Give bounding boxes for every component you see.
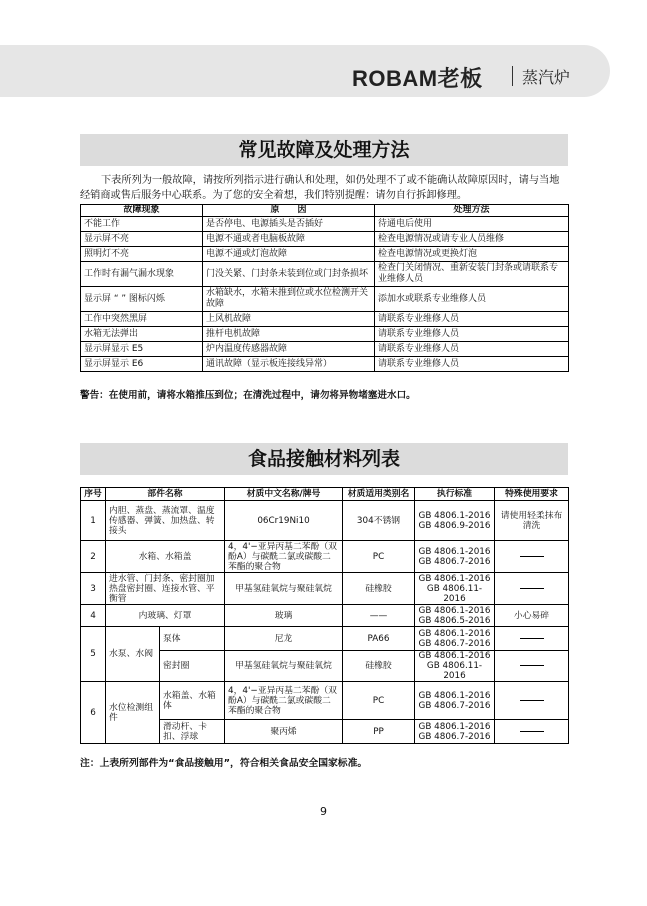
standard: GB 4806.1-2016 GB 4806.11-2016 <box>415 573 495 605</box>
table-row <box>81 287 569 312</box>
part-name: 进水管、门封条、密封圈加热盘密封圈、连接水管、平衡管 <box>106 573 225 605</box>
material-name: 4，4'−亚异丙基二苯酚（双酚A）与碳酰二氯或碳酸二苯酯的聚合物 <box>225 541 343 573</box>
table-row <box>81 357 569 372</box>
dash-mark <box>520 556 544 557</box>
group-name: 水位检测组件 <box>106 682 160 744</box>
col-header: 特殊使用要求 <box>495 488 569 501</box>
solution-cell: 请联系专业维修人员 <box>375 327 569 342</box>
cause-cell: 电源不通或者电脑板故障 <box>203 232 375 247</box>
table-row <box>81 217 569 232</box>
symptom-cell: 工作中突然黑屏 <box>81 312 203 327</box>
table-row <box>81 247 569 262</box>
standard: GB 4806.1-2016 GB 4806.11-2016 <box>415 651 495 682</box>
solution-cell: 检查电源情况或更换灯泡 <box>375 247 569 262</box>
part-name: 泵体 <box>160 627 225 651</box>
solution-cell: 待通电后使用 <box>375 217 569 232</box>
table-row <box>81 312 569 327</box>
warning-text: 警告：在使用前，请将水箱推压到位；在清洗过程中，请勿将异物堵塞进水口。 <box>80 390 416 401</box>
col-header: 序号 <box>81 488 106 501</box>
standard: GB 4806.1-2016 GB 4806.7-2016 <box>415 541 495 573</box>
row-number: 3 <box>81 573 106 605</box>
table-row <box>81 232 569 247</box>
brand-logo: ROBAM老板 <box>352 66 483 91</box>
symptom-cell: 显示屏显示 E5 <box>81 342 203 357</box>
table-row <box>81 262 569 287</box>
table-row <box>81 605 569 627</box>
group-name: 水泵、水阀 <box>106 627 160 682</box>
col-header: 原 因 <box>203 205 375 217</box>
table-row <box>81 541 569 573</box>
special-requirement <box>495 682 569 720</box>
special-requirement <box>495 573 569 605</box>
material-category: PC <box>343 541 415 573</box>
dash-mark <box>520 731 544 732</box>
solution-cell: 请联系专业维修人员 <box>375 312 569 327</box>
part-name: 密封圈 <box>160 651 225 682</box>
col-header: 材质中文名称/牌号 <box>225 488 343 501</box>
part-name: 内玻璃、灯罩 <box>106 605 225 627</box>
table-row <box>81 342 569 357</box>
material-category: PP <box>343 720 415 744</box>
material-category: PA66 <box>343 627 415 651</box>
material-category: PC <box>343 682 415 720</box>
cause-cell: 上风机故障 <box>203 312 375 327</box>
dash-mark <box>520 665 544 666</box>
cause-cell: 是否停电、电源插头是否插好 <box>203 217 375 232</box>
material-name: 玻璃 <box>225 605 343 627</box>
table-row <box>81 573 569 605</box>
material-category: 硅橡胶 <box>343 573 415 605</box>
row-number: 6 <box>81 682 106 744</box>
materials-section-title: 食品接触材料列表 <box>80 443 568 475</box>
material-name: 聚丙烯 <box>225 720 343 744</box>
table-header-row <box>81 488 569 501</box>
fault-table <box>80 204 569 372</box>
dash-mark <box>520 588 544 589</box>
row-number: 1 <box>81 501 106 541</box>
symptom-cell: 显示屏显示 E6 <box>81 357 203 372</box>
page-number: 9 <box>320 805 327 818</box>
col-header: 材质适用类别名 <box>343 488 415 501</box>
cause-cell: 推杆电机故障 <box>203 327 375 342</box>
materials-table <box>80 487 569 744</box>
cause-cell: 水箱缺水，水箱未推到位或水位检测开关故障 <box>203 287 375 312</box>
part-name: 内胆、蒸盘、蒸流罩、温度传感器、弹簧、加热盘、转接头 <box>106 501 225 541</box>
product-name: 蒸汽炉 <box>522 68 571 87</box>
special-requirement <box>495 627 569 651</box>
cause-cell: 电源不通或灯泡故障 <box>203 247 375 262</box>
cause-cell: 通讯故障（显示板连接线异常） <box>203 357 375 372</box>
symptom-cell: 照明灯不亮 <box>81 247 203 262</box>
material-name: 甲基氢硅氧烷与聚硅氧烷 <box>225 573 343 605</box>
symptom-cell: 水箱无法弹出 <box>81 327 203 342</box>
material-name: 甲基氢硅氧烷与聚硅氧烷 <box>225 651 343 682</box>
cause-cell: 门没关紧、门封条未装到位或门封条损坏 <box>203 262 375 287</box>
row-number: 4 <box>81 605 106 627</box>
materials-note: 注：上表所列部件为“食品接触用”，符合相关食品安全国家标准。 <box>80 758 368 769</box>
material-name: 06Cr19Ni10 <box>225 501 343 541</box>
col-header: 故障现象 <box>81 205 203 217</box>
part-name: 滑动杆、卡扣、浮球 <box>160 720 225 744</box>
col-header: 处理方法 <box>375 205 569 217</box>
fault-intro: 下表所列为一般故障，请按所列指示进行确认和处理，如仍处理不了或不能确认故障原因时，请与当地经销商或售后服务中心联系。为了您的安全着想，我们特别提醒：请勿自行拆卸修理。 <box>80 175 560 201</box>
special-requirement: 小心易碎 <box>495 605 569 627</box>
special-requirement: 请使用轻柔抹布清洗 <box>495 501 569 541</box>
material-name: 4，4'−亚异丙基二苯酚（双酚A）与碳酰二氯或碳酸二苯酯的聚合物 <box>225 682 343 720</box>
part-name: 水箱盖、水箱体 <box>160 682 225 720</box>
material-category: —— <box>343 605 415 627</box>
table-row <box>81 501 569 541</box>
row-number: 5 <box>81 627 106 682</box>
special-requirement <box>495 541 569 573</box>
standard: GB 4806.1-2016 GB 4806.7-2016 <box>415 627 495 651</box>
material-category: 硅橡胶 <box>343 651 415 682</box>
col-header: 执行标准 <box>415 488 495 501</box>
dash-mark <box>520 700 544 701</box>
symptom-cell: 不能工作 <box>81 217 203 232</box>
standard: GB 4806.1-2016 GB 4806.7-2016 <box>415 720 495 744</box>
col-header: 部件名称 <box>106 488 225 501</box>
special-requirement <box>495 651 569 682</box>
material-category: 304不锈钢 <box>343 501 415 541</box>
table-row <box>81 327 569 342</box>
special-requirement <box>495 720 569 744</box>
cause-cell: 炉内温度传感器故障 <box>203 342 375 357</box>
standard: GB 4806.1-2016 GB 4806.7-2016 <box>415 682 495 720</box>
solution-cell: 添加水或联系专业维修人员 <box>375 287 569 312</box>
header-band <box>0 45 610 97</box>
dash-mark <box>520 638 544 639</box>
fault-section-title: 常见故障及处理方法 <box>80 134 568 166</box>
table-row <box>81 682 569 720</box>
solution-cell: 请联系专业维修人员 <box>375 342 569 357</box>
part-name: 水箱、水箱盖 <box>106 541 225 573</box>
standard: GB 4806.1-2016 GB 4806.5-2016 <box>415 605 495 627</box>
solution-cell: 请联系专业维修人员 <box>375 357 569 372</box>
standard: GB 4806.1-2016 GB 4806.9-2016 <box>415 501 495 541</box>
material-name: 尼龙 <box>225 627 343 651</box>
symptom-cell: 显示屏 “ ” 图标闪烁 <box>81 287 203 312</box>
row-number: 2 <box>81 541 106 573</box>
header-divider <box>512 66 513 86</box>
solution-cell: 检查电源情况或请专业人员维修 <box>375 232 569 247</box>
symptom-cell: 显示屏不亮 <box>81 232 203 247</box>
table-row <box>81 627 569 651</box>
symptom-cell: 工作时有漏气漏水现象 <box>81 262 203 287</box>
table-header-row <box>81 205 569 217</box>
solution-cell: 检查门关闭情况、重新安装门封条或请联系专业维修人员 <box>375 262 569 287</box>
